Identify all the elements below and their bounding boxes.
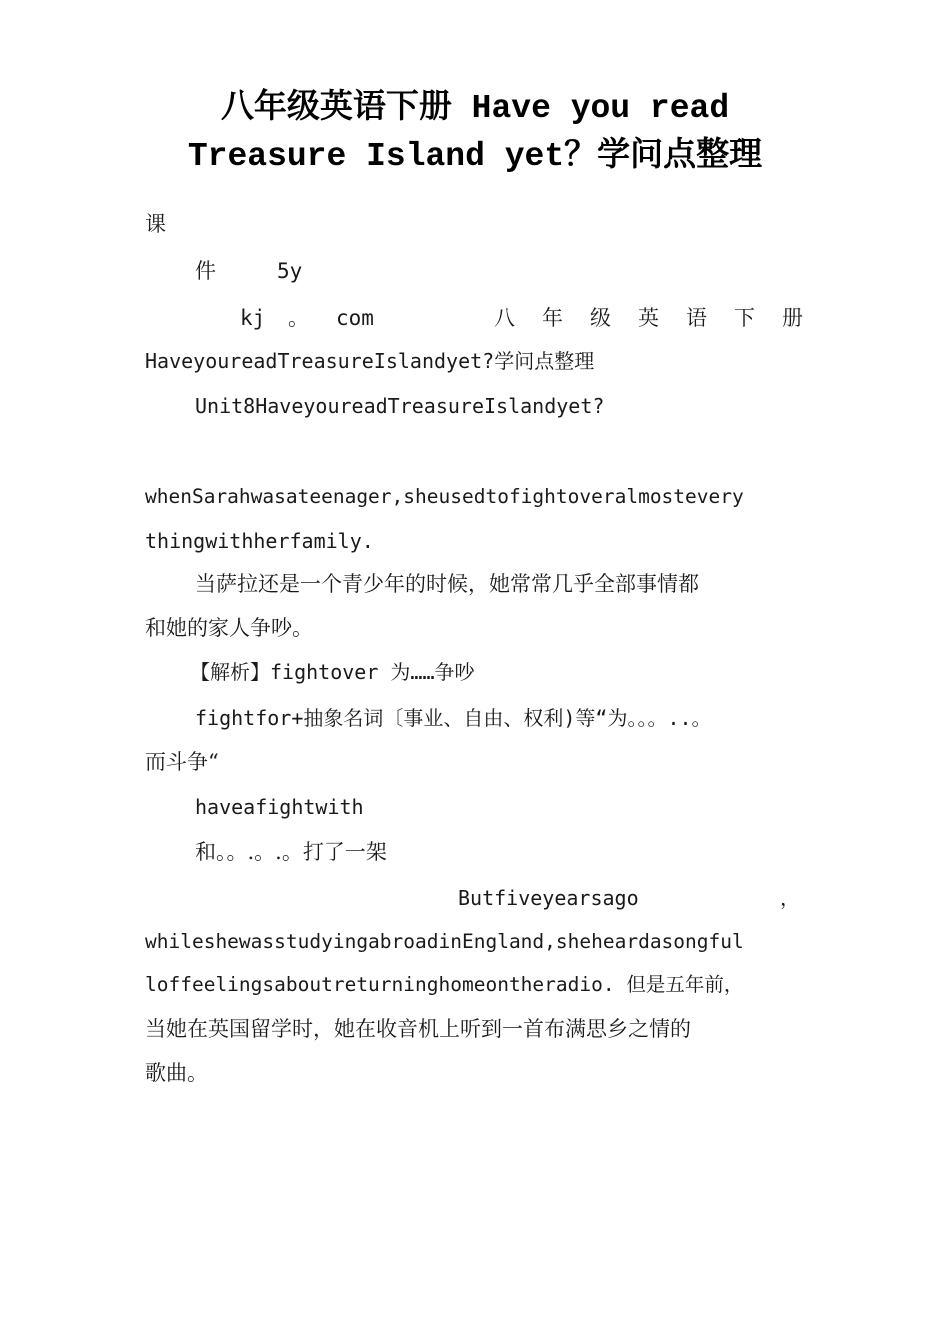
- body-line-8: 当萨拉还是一个青少年的时候，她常常几乎全部事情都: [195, 572, 699, 596]
- body-word: 下: [734, 306, 755, 330]
- body-word: 册: [782, 306, 803, 330]
- body-line-2: [195, 256, 303, 286]
- body-line-9: 和她的家人争吵。: [145, 616, 313, 640]
- body-word: 八: [494, 306, 515, 330]
- body-line-11: fightfor+抽象名词〔事业、自由、权利)等“为。。。..。: [195, 706, 712, 730]
- body-line-7: thingwithherfamily.: [145, 529, 374, 553]
- body-word: com: [336, 306, 374, 330]
- body-line-15: [0, 883, 950, 913]
- body-word: ，: [780, 886, 800, 910]
- body-line-14: 和。。.。.。打了一架: [195, 840, 387, 864]
- body-line-16: whileshewasstudyingabroadinEngland,sheheardasongful: [145, 930, 744, 953]
- body-line-4: HaveyoureadTreasureIslandyet?学问点整理: [145, 349, 595, 373]
- body-word: 级: [590, 306, 611, 330]
- body-word: 英: [638, 306, 659, 330]
- body-word: 语: [686, 306, 707, 330]
- body-line-13: haveafightwith: [195, 795, 364, 819]
- body-word: 。: [288, 306, 309, 330]
- body-line-12: 而斗争“: [145, 750, 219, 774]
- body-word: 5y: [277, 259, 303, 283]
- body-line-19: 歌曲。: [145, 1061, 208, 1085]
- body-line-10: 【解析】fightover 为……争吵: [190, 660, 475, 684]
- body-line-5: Unit8HaveyoureadTreasureIslandyet?: [195, 394, 605, 418]
- body-word: 件: [195, 259, 216, 283]
- body-line-1: 课: [145, 212, 166, 236]
- body-word: kj: [240, 306, 266, 330]
- body-line-3: [0, 303, 950, 333]
- document-title-line-2: Treasure Island yet？学问点整理: [187, 138, 763, 175]
- body-word: Butfiveyearsago: [458, 886, 639, 910]
- body-word: 年: [542, 306, 563, 330]
- document-title-line-1: 八年级英语下册 Have you read: [220, 90, 730, 127]
- body-line-18: 当她在英国留学时，她在收音机上听到一首布满思乡之情的: [145, 1017, 691, 1041]
- body-line-6: whenSarahwasateenager,sheusedtofightoveralmostevery: [145, 485, 744, 508]
- body-line-17: loffeelingsaboutreturninghomeontheradio. 但是五年前，: [145, 973, 744, 996]
